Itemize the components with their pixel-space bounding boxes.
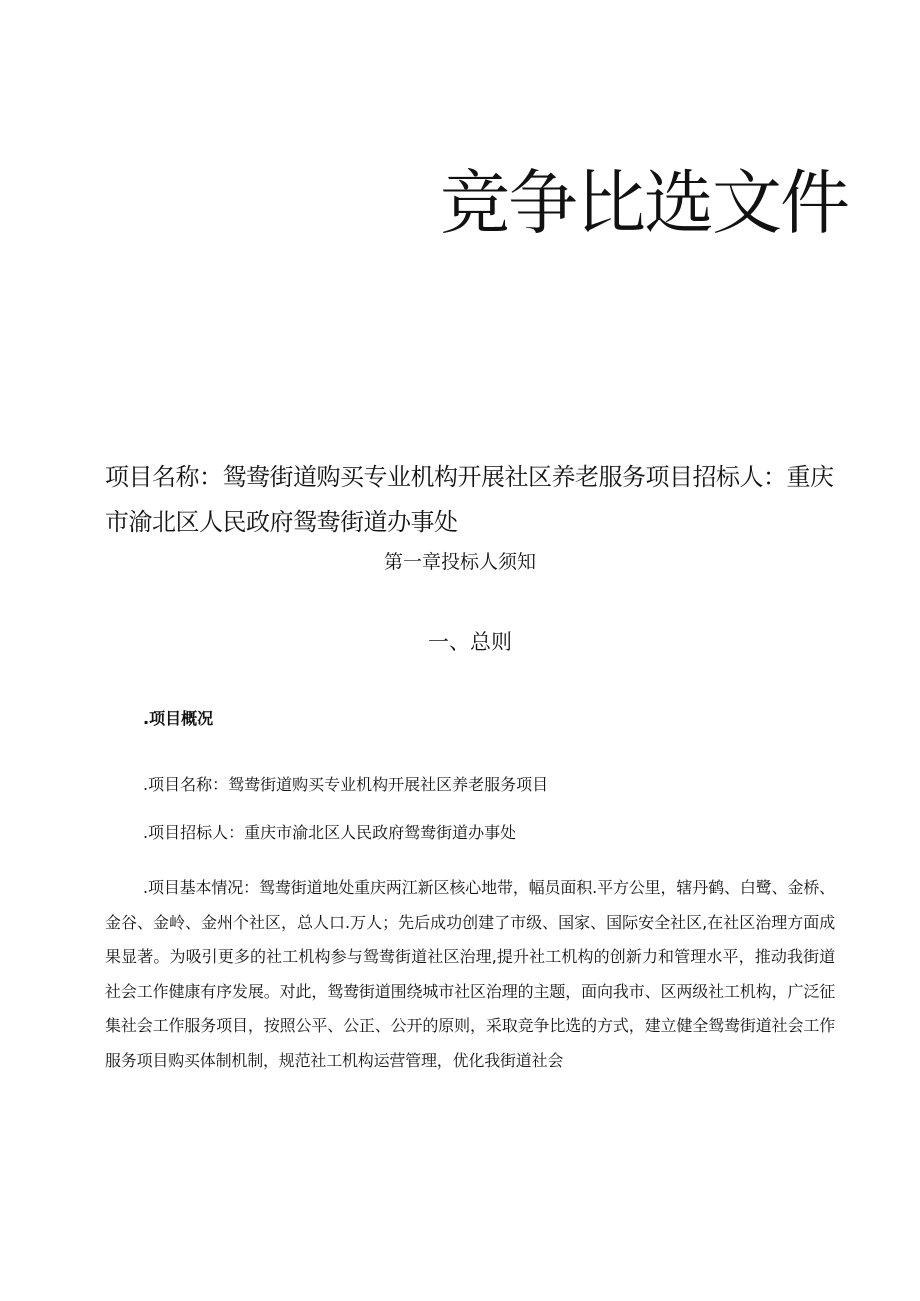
document-title: 竞争比选文件 [440,162,848,244]
chapter-title: 第一章投标人须知 [383,551,536,573]
project-info: 项目名称：鸳鸯街道购买专业机构开展社区养老服务项目招标人：重庆市渝北区人民政府鸳鸯街道办事处 [105,463,834,536]
project-name-line: .项目名称：鸳鸯街道购买专业机构开展社区养老服务项目 [143,775,549,794]
project-overview-paragraph: .项目基本情况：鸳鸯街道地处重庆两江新区核心地带，幅员面积.平方公里，辖丹鹤、白鹭、金桥、金谷、金岭、金州个社区，总人口.万人；先后成功创建了市级、国家、国际安全社区,在社区治理方面成果显著。为吸引更多的社工机构参与鸳鸯街道社区治理,提升社工机构的创新力和管理水平，推动我街道社会工作健康有序发展。对此，鸳鸯街道围绕城市社区治理的主题，面向我市、区两级社工机构，广泛征集社会工作服务项目，按照公平、公正、公开的原则，采取竞争比选的方式，建立健全鸳鸯街道社会工作服务项目购买体制机制，规范社工机构运营管理，优化我街道社会 [105,878,835,1070]
project-bidder-line: .项目招标人：重庆市渝北区人民政府鸳鸯街道办事处 [143,823,517,842]
sub-heading: .项目概况 [143,709,214,728]
section-title: 一、总则 [428,630,512,654]
